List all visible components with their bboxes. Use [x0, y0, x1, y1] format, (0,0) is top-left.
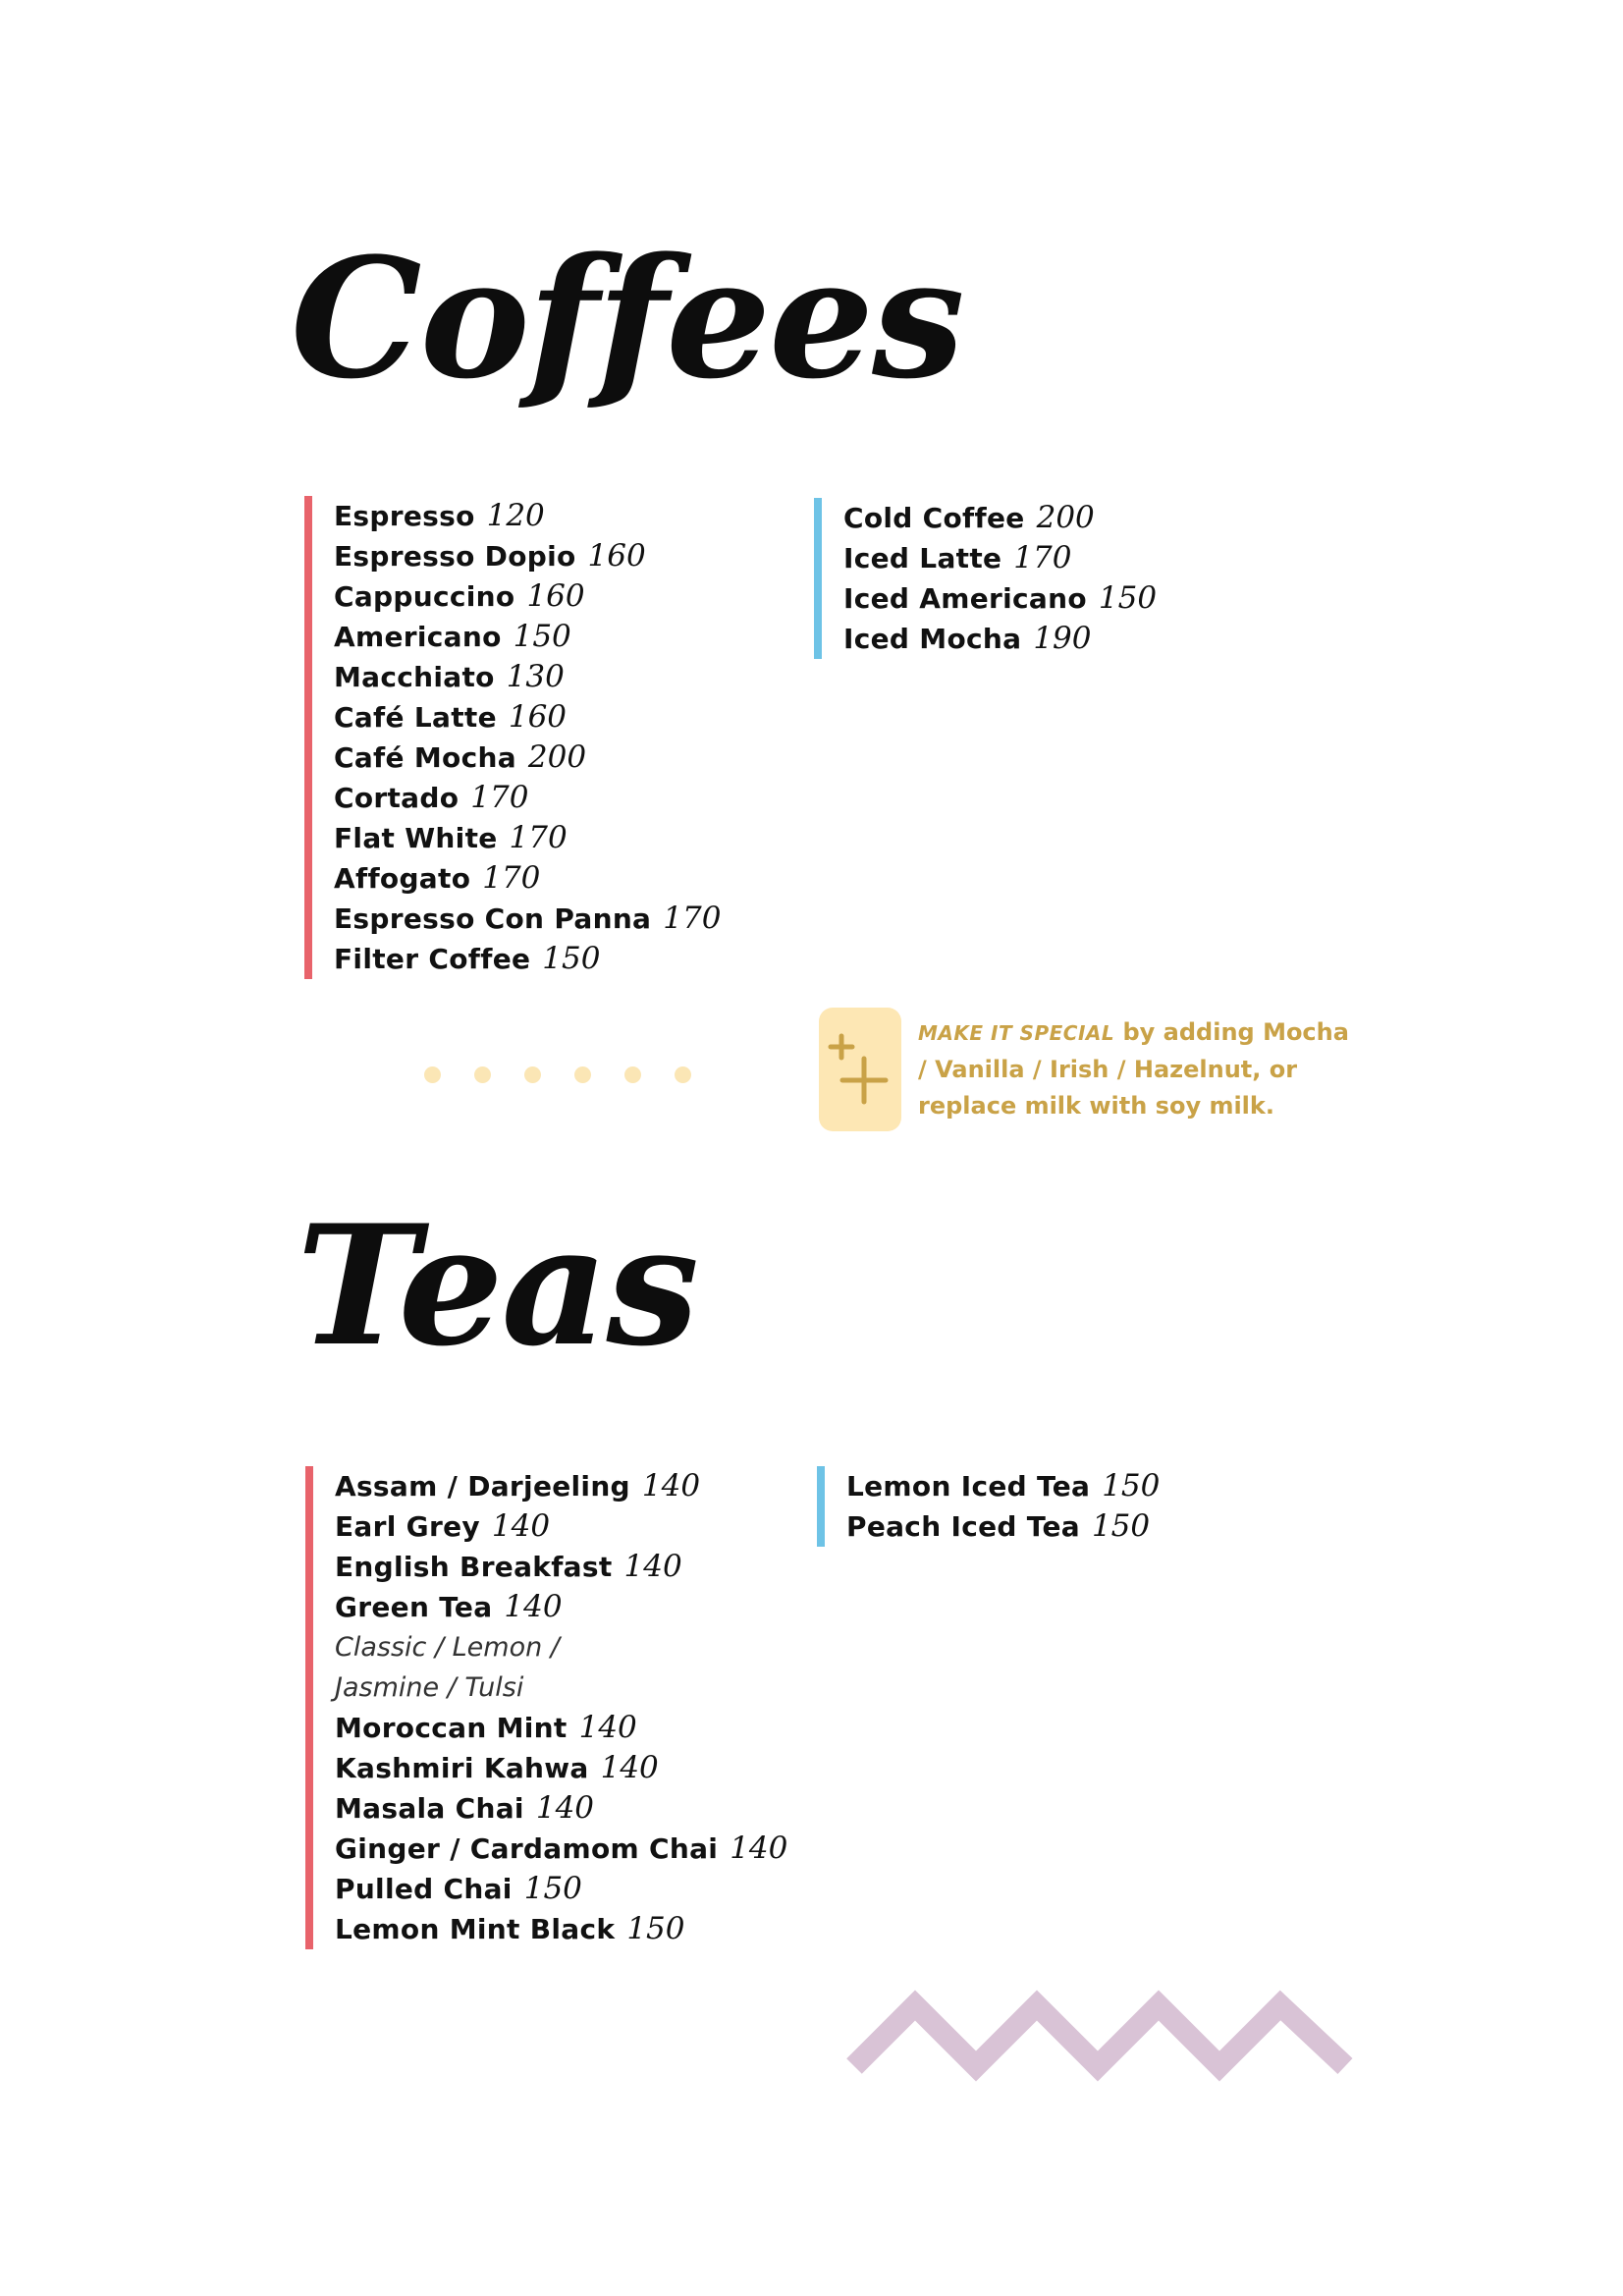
item-name: Filter Coffee [334, 943, 531, 975]
menu-item [843, 578, 1157, 619]
menu-item [335, 1829, 787, 1869]
menu-item [335, 1506, 787, 1547]
cold-tea-list [817, 1466, 1160, 1547]
item-price: 150 [1098, 580, 1158, 616]
item-price: 150 [513, 619, 571, 654]
menu-item [334, 536, 721, 576]
menu-item [335, 1788, 787, 1829]
item-name: Masala Chai [335, 1792, 524, 1825]
item-name: Earl Grey [335, 1510, 480, 1543]
coffees-title: Coffees [291, 221, 963, 415]
item-price: 160 [508, 699, 568, 735]
item-price: 150 [1102, 1468, 1161, 1503]
menu-item [335, 1869, 787, 1909]
menu-item [335, 1748, 787, 1788]
item-name: Iced Mocha [843, 623, 1022, 655]
item-name: Iced Americano [843, 582, 1087, 615]
item-name: Espresso Con Panna [334, 902, 652, 935]
item-name: Green Tea [335, 1591, 493, 1623]
hot-coffee-list [304, 496, 721, 979]
item-name: Lemon Mint Black [335, 1913, 616, 1945]
item-name: Assam / Darjeeling [335, 1470, 630, 1503]
special-description: by adding Mocha / Vanilla / Irish / Hazelnut, or replace milk with soy milk. [918, 1018, 1349, 1120]
item-name: Macchiato [334, 661, 495, 693]
item-price: 150 [542, 941, 601, 976]
item-price: 140 [491, 1508, 551, 1544]
cold-coffee-list [814, 498, 1157, 659]
dot [574, 1066, 591, 1083]
teas-title: Teas [297, 1188, 698, 1383]
item-price: 140 [600, 1750, 659, 1785]
item-name: Cold Coffee [843, 502, 1025, 534]
item-price: 140 [641, 1468, 701, 1503]
item-price: 130 [506, 659, 565, 694]
item-name: Lemon Iced Tea [846, 1470, 1091, 1503]
menu-item-note: Jasmine / Tulsi [335, 1672, 524, 1703]
menu-item [334, 899, 721, 939]
item-price: 170 [482, 860, 541, 896]
menu-item [843, 498, 1157, 538]
item-price: 160 [587, 538, 646, 574]
item-price: 140 [578, 1710, 637, 1745]
menu-item [334, 818, 721, 858]
make-it-special-note [918, 1014, 1360, 1124]
item-price: 200 [527, 739, 587, 775]
menu-item-note: Classic / Lemon / [335, 1632, 560, 1663]
dot [675, 1066, 691, 1083]
menu-item [335, 1708, 787, 1748]
menu-item [334, 576, 721, 617]
item-price: 150 [626, 1911, 685, 1946]
item-price: 140 [730, 1831, 788, 1866]
item-price: 140 [535, 1790, 595, 1826]
item-name: Ginger / Cardamom Chai [335, 1832, 719, 1865]
item-name: Café Latte [334, 701, 497, 734]
item-price: 190 [1033, 621, 1092, 656]
item-price: 140 [504, 1589, 563, 1624]
item-name: Moroccan Mint [335, 1712, 568, 1744]
decorative-dots [424, 1066, 691, 1083]
item-price: 150 [523, 1871, 582, 1906]
item-price: 170 [1013, 540, 1072, 575]
menu-item [846, 1506, 1160, 1547]
menu-item [335, 1547, 787, 1587]
menu-item [334, 697, 721, 738]
item-price: 200 [1036, 500, 1095, 535]
cold-accent-bar [814, 498, 822, 659]
menu-item [846, 1466, 1160, 1506]
item-name: Affogato [334, 862, 471, 895]
item-name: Americano [334, 621, 502, 653]
item-name: Peach Iced Tea [846, 1510, 1080, 1543]
hot-accent-bar [304, 496, 312, 979]
cold-accent-bar [817, 1466, 825, 1547]
item-price: 170 [470, 780, 529, 815]
item-name: Flat White [334, 822, 498, 854]
item-name: English Breakfast [335, 1551, 613, 1583]
dot [524, 1066, 541, 1083]
item-name: Iced Latte [843, 542, 1002, 574]
menu-item [334, 738, 721, 778]
item-price: 160 [526, 578, 585, 614]
menu-item [334, 657, 721, 697]
menu-item [843, 538, 1157, 578]
item-name: Espresso Dopio [334, 540, 576, 573]
dot [424, 1066, 441, 1083]
item-name: Café Mocha [334, 741, 516, 774]
menu-item [335, 1909, 787, 1949]
item-price: 170 [663, 901, 722, 936]
item-name: Cappuccino [334, 580, 515, 613]
dot [474, 1066, 491, 1083]
menu-item [335, 1587, 787, 1627]
plus-icon [819, 1008, 901, 1131]
item-name: Kashmiri Kahwa [335, 1752, 589, 1784]
menu-item [334, 939, 721, 979]
item-price: 140 [623, 1549, 682, 1584]
zigzag-decoration [844, 1978, 1355, 2086]
hot-tea-list [305, 1466, 787, 1949]
hot-accent-bar [305, 1466, 313, 1949]
item-price: 120 [486, 498, 545, 533]
special-lead: MAKE IT SPECIAL [918, 1021, 1115, 1045]
dot [624, 1066, 641, 1083]
item-price: 150 [1091, 1508, 1151, 1544]
menu-item [334, 617, 721, 657]
item-name: Pulled Chai [335, 1873, 513, 1905]
item-name: Espresso [334, 500, 475, 532]
menu-item [334, 778, 721, 818]
menu-item [334, 496, 721, 536]
item-name: Cortado [334, 782, 460, 814]
menu-item [335, 1466, 787, 1506]
item-price: 170 [509, 820, 568, 855]
menu-item [843, 619, 1157, 659]
menu-item [334, 858, 721, 899]
